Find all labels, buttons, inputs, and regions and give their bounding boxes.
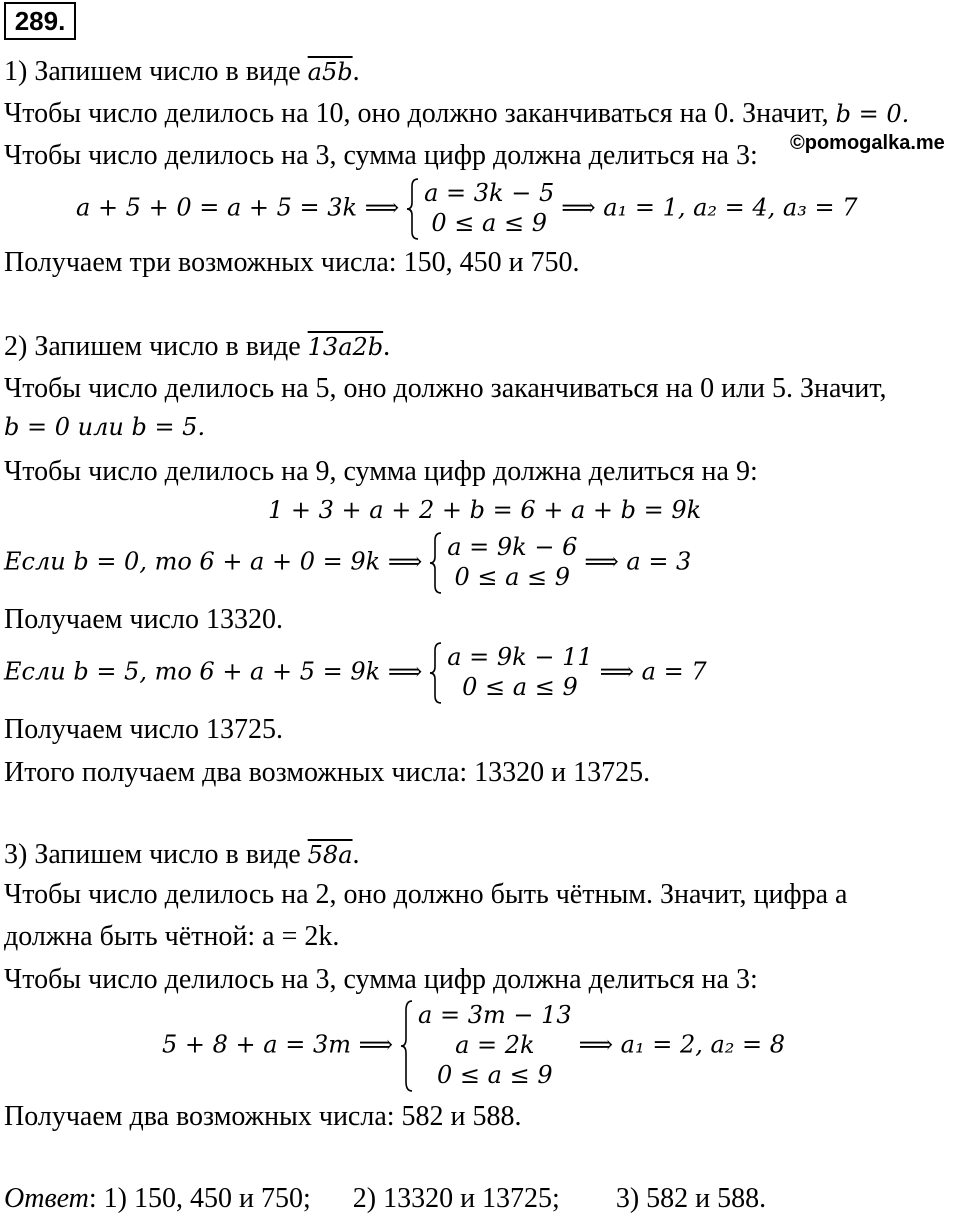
p1-rule-10: Чтобы число делилось на 10, оно должно заканчиваться на 0. Значит, b = 0.	[4, 98, 910, 129]
answer-label: Ответ	[4, 1183, 89, 1214]
problem-number: 289.	[4, 2, 76, 40]
p3-number-form: 58a	[307, 841, 353, 869]
p1-equation: a + 5 + 0 = a + 5 = 3k ⟹ a = 3k − 5 0 ≤ a ≤ 9 ⟹ a₁ = 1, a₂ = 4, a₃ = 7	[76, 178, 857, 240]
p2-total: Итого получаем два возможных числа: 13320 и 13725.	[4, 757, 651, 788]
p3-rule-2: Чтобы число делилось на 2, оно должно быть чётным. Значит, цифра a	[4, 879, 848, 910]
answer-line	[4, 1182, 766, 1216]
brace-icon	[406, 178, 420, 240]
p1-intro: 1) Запишем число в виде a5b.	[4, 56, 360, 87]
p2-number-form: 13a2b	[307, 333, 384, 361]
p2-b-values: b = 0 или b = 5.	[4, 413, 206, 441]
answer-text: : 1) 150, 450 и 750; 2) 13320 и 13725; 3) 582 и 588.	[88, 1183, 767, 1214]
p2-intro: 2) Запишем число в виде 13a2b.	[4, 331, 391, 362]
brace-icon	[429, 532, 443, 594]
p2-rule-9: Чтобы число делилось на 9, сумма цифр должна делиться на 9:	[4, 456, 758, 487]
p2-rule-5: Чтобы число делилось на 5, оно должно заканчиваться на 0 или 5. Значит,	[4, 373, 887, 404]
p2-case1-result: Получаем число 13320.	[4, 604, 283, 635]
p3-rule-3: Чтобы число делилось на 3, сумма цифр должна делиться на 3:	[4, 964, 758, 995]
p1-number-form: a5b	[307, 58, 353, 86]
p3-intro: 3) Запишем число в виде 58a.	[4, 839, 360, 870]
watermark: ©pomogalka.me	[790, 132, 945, 154]
p3-even: должна быть чётной: a = 2k.	[4, 921, 340, 952]
p1-system: a = 3k − 5 0 ≤ a ≤ 9	[406, 178, 554, 240]
p1-result: Получаем три возможных числа: 150, 450 и 750.	[4, 247, 580, 278]
brace-icon	[429, 642, 443, 704]
p2-case2: Если b = 5, то 6 + a + 5 = 9k ⟹ a = 9k − 11 0 ≤ a ≤ 9 ⟹ a = 7	[4, 642, 707, 704]
p2-sum-equation: 1 + 3 + a + 2 + b = 6 + a + b = 9k	[268, 496, 702, 524]
p2-case1: Если b = 0, то 6 + a + 0 = 9k ⟹ a = 9k − 6 0 ≤ a ≤ 9 ⟹ a = 3	[4, 532, 691, 594]
p3-equation: 5 + 8 + a = 3m ⟹ a = 3m − 13 a = 2k 0 ≤ a ≤ 9 ⟹ a₁ = 2, a₂ = 8	[162, 1000, 785, 1092]
p2-case2-system: a = 9k − 11 0 ≤ a ≤ 9	[429, 642, 592, 704]
p2-case1-system: a = 9k − 6 0 ≤ a ≤ 9	[429, 532, 577, 594]
p1-rule-3: Чтобы число делилось на 3, сумма цифр должна делиться на 3:	[4, 140, 758, 171]
p3-system: a = 3m − 13 a = 2k 0 ≤ a ≤ 9	[400, 1000, 572, 1092]
p3-result: Получаем два возможных числа: 582 и 588.	[4, 1101, 522, 1132]
brace-icon	[400, 1000, 414, 1092]
p2-case2-result: Получаем число 13725.	[4, 714, 283, 745]
